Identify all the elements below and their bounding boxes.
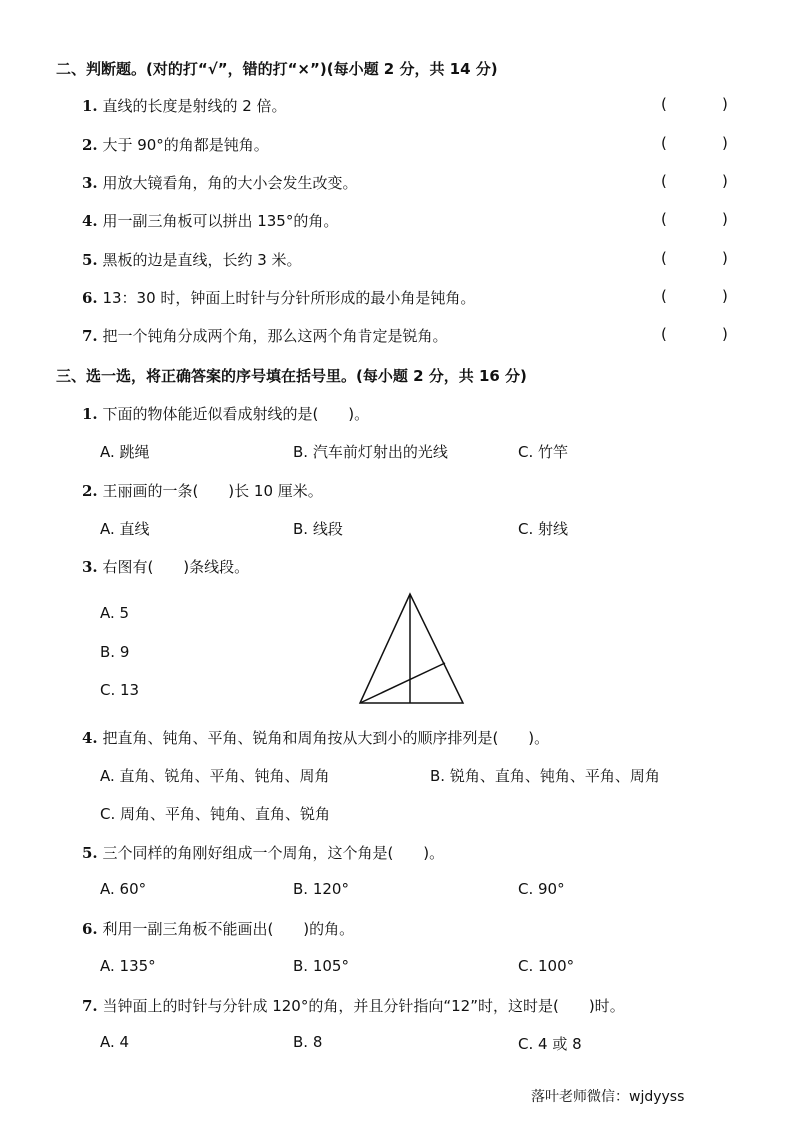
judge-question-1: 1. 直线的长度是射线的 2 倍。 <box>82 97 287 115</box>
answer-paren-open[interactable]: ( <box>661 325 667 343</box>
option-c: C. 周角、平角、钝角、直角、锐角 <box>100 805 331 823</box>
answer-paren-close: ) <box>722 95 728 113</box>
choice-question-6: 6. 利用一副三角板不能画出( )的角。 <box>82 920 355 938</box>
choice-question-2: 2. 王丽画的一条( )长 10 厘米。 <box>82 482 323 500</box>
cevian-line <box>360 663 445 703</box>
triangle-figure <box>355 590 467 708</box>
choice-question-4: 4. 把直角、钝角、平角、锐角和周角按从大到小的顺序排列是( )。 <box>82 729 550 747</box>
option-c: C. 竹竿 <box>518 443 569 461</box>
option-a: A. 60° <box>100 880 147 898</box>
answer-paren-open[interactable]: ( <box>661 95 667 113</box>
section-3-title: 三、选一选，将正确答案的序号填在括号里。(每小题 2 分，共 16 分) <box>56 367 527 385</box>
option-a: A. 直角、锐角、平角、钝角、周角 <box>100 767 330 785</box>
option-a: A. 直线 <box>100 520 150 538</box>
answer-paren-open[interactable]: ( <box>661 134 667 152</box>
section-2-title: 二、判断题。(对的打“√”，错的打“×”)(每小题 2 分，共 14 分) <box>56 60 498 78</box>
option-b: B. 105° <box>293 957 349 975</box>
option-c: C. 4 或 8 <box>518 1035 582 1053</box>
choice-question-1: 1. 下面的物体能近似看成射线的是( )。 <box>82 405 370 423</box>
answer-paren-close: ) <box>722 134 728 152</box>
choice-question-7: 7. 当钟面上的时针与分针成 120°的角，并且分针指向“12”时，这时是( )时。 <box>82 997 625 1015</box>
judge-question-5: 5. 黑板的边是直线，长约 3 米。 <box>82 251 302 269</box>
option-b: B. 9 <box>100 643 130 661</box>
answer-paren-close: ) <box>722 287 728 305</box>
option-a: A. 5 <box>100 604 130 622</box>
option-b: B. 线段 <box>293 520 343 538</box>
answer-paren-open[interactable]: ( <box>661 172 667 190</box>
option-c: C. 90° <box>518 880 565 898</box>
answer-paren-close: ) <box>722 325 728 343</box>
option-c: C. 射线 <box>518 520 569 538</box>
option-a: A. 135° <box>100 957 156 975</box>
option-b: B. 汽车前灯射出的光线 <box>293 443 448 461</box>
option-b: B. 120° <box>293 880 349 898</box>
judge-question-7: 7. 把一个钝角分成两个角，那么这两个角肯定是锐角。 <box>82 327 448 345</box>
option-c: C. 100° <box>518 957 575 975</box>
option-b: B. 8 <box>293 1033 323 1051</box>
option-a: A. 跳绳 <box>100 443 150 461</box>
choice-question-5: 5. 三个同样的角刚好组成一个周角，这个角是( )。 <box>82 844 445 862</box>
answer-paren-open[interactable]: ( <box>661 287 667 305</box>
option-c: C. 13 <box>100 681 140 699</box>
answer-paren-close: ) <box>722 210 728 228</box>
answer-paren-close: ) <box>722 249 728 267</box>
answer-paren-open[interactable]: ( <box>661 249 667 267</box>
option-b: B. 锐角、直角、钝角、平角、周角 <box>430 767 660 785</box>
triangle-outline <box>360 594 463 703</box>
judge-question-3: 3. 用放大镜看角，角的大小会发生改变。 <box>82 174 358 192</box>
judge-question-6: 6. 13：30 时，钟面上时针与分针所形成的最小角是钝角。 <box>82 289 476 307</box>
option-a: A. 4 <box>100 1033 130 1051</box>
answer-paren-close: ) <box>722 172 728 190</box>
judge-question-2: 2. 大于 90°的角都是钝角。 <box>82 136 269 154</box>
answer-paren-open[interactable]: ( <box>661 210 667 228</box>
footer-contact: 落叶老师微信：wjdyyss <box>531 1089 685 1105</box>
choice-question-3: 3. 右图有( )条线段。 <box>82 558 250 576</box>
judge-question-4: 4. 用一副三角板可以拼出 135°的角。 <box>82 212 339 230</box>
